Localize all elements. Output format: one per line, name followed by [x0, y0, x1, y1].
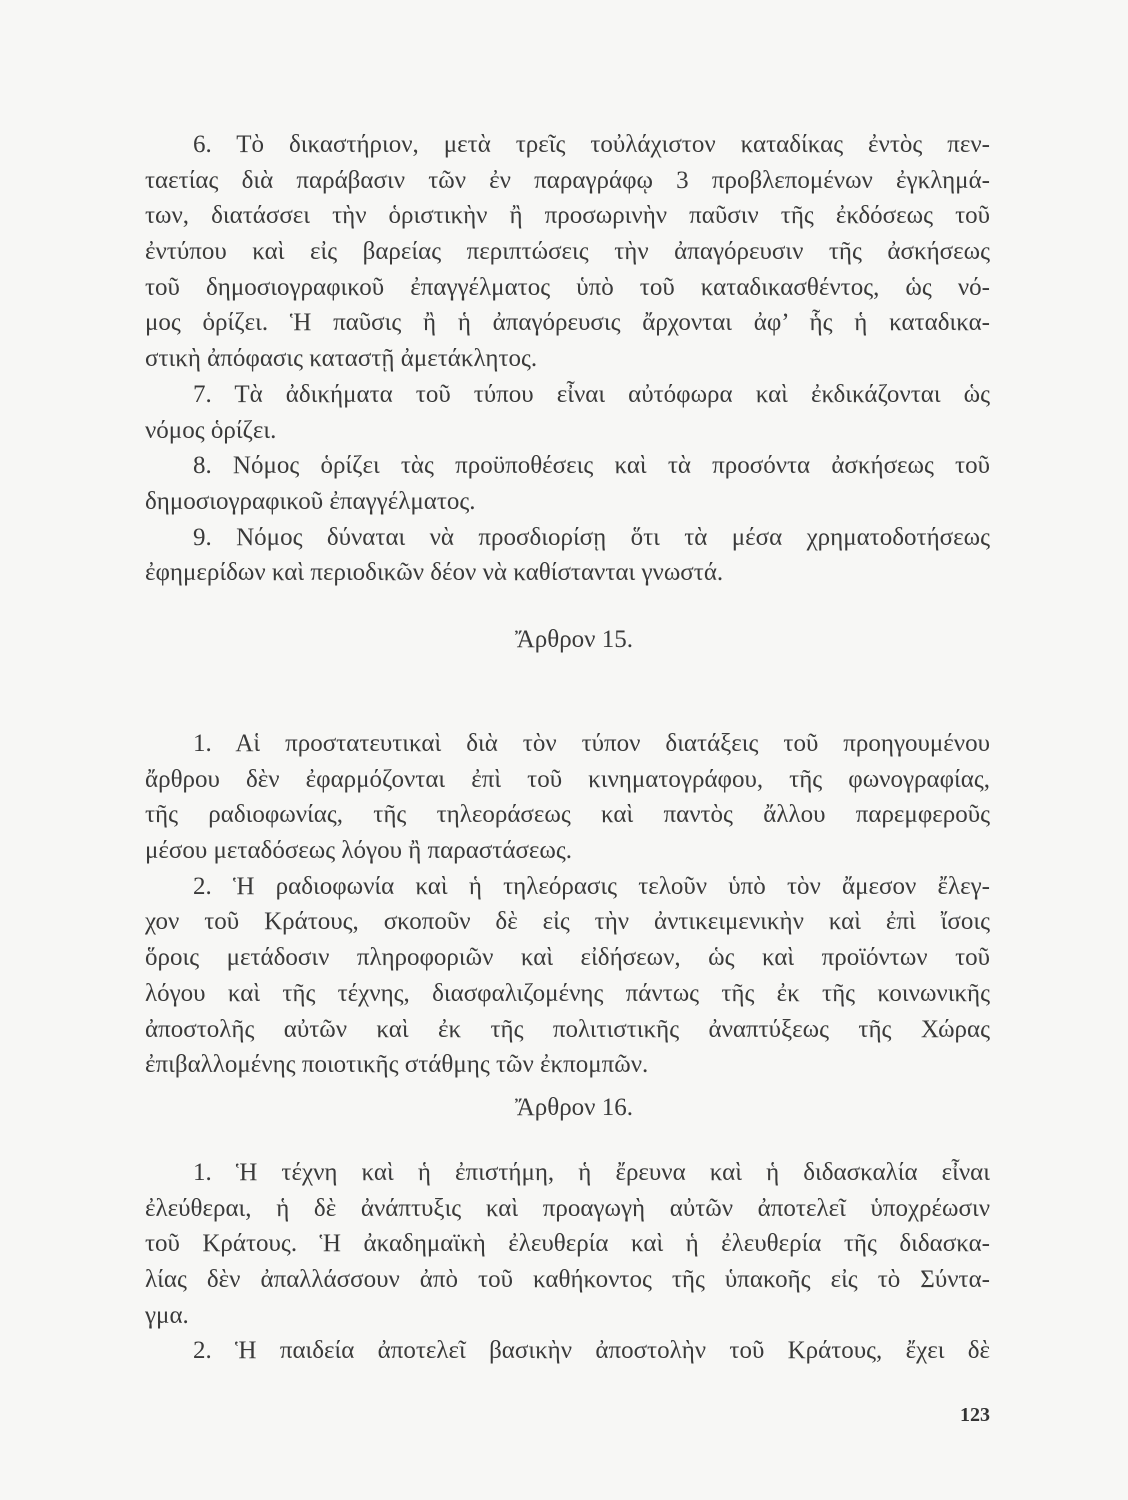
article-15-body: [145, 726, 990, 1083]
text-line: μέσου μεταδόσεως λόγου ἢ παραστάσεως.: [145, 837, 573, 865]
article-16-heading: Ἄρθρον 16.: [514, 1094, 633, 1121]
text-line: 6. Τὸ δικαστήριον, μετὰ τρεῖς τοὐλάχιστον καταδίκας ἐντὸς πεν-: [193, 131, 990, 158]
text-line: τῆς ραδιοφωνίας, τῆς τηλεοράσεως καὶ παντὸς ἄλλου παρεμφεροῦς: [145, 801, 990, 829]
text-line: 2. Ἡ ραδιοφωνία καὶ ἡ τηλεόρασις τελοῦν ὑπὸ τὸν ἄμεσον ἔλεγ-: [193, 872, 990, 900]
text-line: ἄρθρου δὲν ἐφαρμόζονται ἐπὶ τοῦ κινηματογράφου, τῆς φωνογραφίας,: [145, 765, 990, 793]
text-line: λόγου καὶ τῆς τέχνης, διασφαλιζομένης πάντως τῆς ἐκ τῆς κοινωνικῆς: [145, 979, 990, 1007]
article-14-continuation: [145, 127, 990, 591]
text-line: λίας δὲν ἀπαλλάσσουν ἀπὸ τοῦ καθήκοντος τῆς ὑπακοῆς εἰς τὸ Σύντα-: [145, 1266, 990, 1294]
text-line: γμα.: [145, 1301, 189, 1329]
text-line: 9. Νόμος δύναται νὰ προσδιορίσῃ ὅτι τὰ μέσα χρηματοδοτήσεως: [193, 523, 990, 551]
article-15-heading: Ἄρθρον 15.: [514, 626, 633, 653]
text-line: ἀποστολῆς αὐτῶν καὶ ἐκ τῆς πολιτιστικῆς ἀναπτύξεως τῆς Χώρας: [145, 1015, 990, 1043]
text-line: 7. Τὰ ἀδικήματα τοῦ τύπου εἶναι αὐτόφωρα καὶ ἐκδικάζονται ὡς: [193, 380, 990, 408]
text-line: δημοσιογραφικοῦ ἐπαγγέλματος.: [145, 487, 476, 515]
text-line: 2. Ἡ παιδεία ἀποτελεῖ βασικὴν ἀποστολὴν τοῦ Κράτους, ἔχει δὲ: [193, 1337, 990, 1365]
text-line: ἐφημερίδων καὶ περιοδικῶν δέον νὰ καθίστανται γνωστά.: [145, 559, 724, 587]
text-line: μος ὁρίζει. Ἡ παῦσις ἢ ἡ ἀπαγόρευσις ἄρχονται ἀφ’ ἧς ἡ καταδικα-: [145, 309, 990, 337]
text-line: χον τοῦ Κράτους, σκοποῦν δὲ εἰς τὴν ἀντικειμενικὴν καὶ ἐπὶ ἴσοις: [145, 908, 990, 936]
page-number: 123: [960, 1404, 990, 1426]
text-line: στικὴ ἀπόφασις καταστῇ ἀμετάκλητος.: [145, 345, 538, 373]
text-line: τοῦ δημοσιογραφικοῦ ἐπαγγέλματος ὑπὸ τοῦ καταδικασθέντος, ὡς νό-: [145, 273, 990, 301]
article-16-body: [145, 1155, 990, 1369]
text-line: 8. Νόμος ὁρίζει τὰς προϋποθέσεις καὶ τὰ προσόντα ἀσκήσεως τοῦ: [193, 452, 990, 480]
text-line: ἐντύπου καὶ εἰς βαρείας περιπτώσεις τὴν ἀπαγόρευσιν τῆς ἀσκήσεως: [145, 238, 990, 266]
text-line: 1. Ἡ τέχνη καὶ ἡ ἐπιστήμη, ἡ ἔρευνα καὶ ἡ διδασκαλία εἶναι: [193, 1159, 990, 1186]
text-line: των, διατάσσει τὴν ὁριστικὴν ἢ προσωρινὴν παῦσιν τῆς ἐκδόσεως τοῦ: [145, 202, 990, 230]
text-line: τοῦ Κράτους. Ἡ ἀκαδημαϊκὴ ἐλευθερία καὶ ἡ ἐλευθερία τῆς διδασκα-: [145, 1230, 990, 1258]
text-line: 1. Αἱ προστατευτικαὶ διὰ τὸν τύπον διατάξεις τοῦ προηγουμένου: [193, 730, 990, 757]
text-line: νόμος ὁρίζει.: [145, 416, 277, 444]
text-line: ἐπιβαλλομένης ποιοτικῆς στάθμης τῶν ἐκπομπῶν.: [145, 1051, 649, 1079]
text-line: ὅροις μετάδοσιν πληροφοριῶν καὶ εἰδήσεων, ὡς καὶ προϊόντων τοῦ: [145, 944, 990, 972]
text-line: ἐλεύθεραι, ἡ δὲ ἀνάπτυξις καὶ προαγωγὴ αὐτῶν ἀποτελεῖ ὑποχρέωσιν: [145, 1194, 990, 1222]
text-line: ταετίας διὰ παράβασιν τῶν ἐν παραγράφῳ 3 προβλεπομένων ἐγκλημά-: [145, 166, 990, 194]
